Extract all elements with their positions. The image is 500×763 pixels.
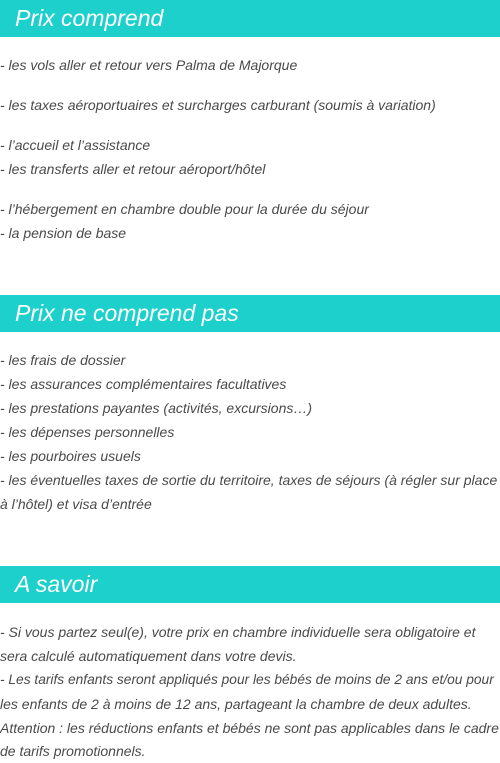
included-item: - l’hébergement en chambre double pour la durée du séjour [0, 201, 369, 217]
excluded-item: - les frais de dossier [0, 352, 126, 368]
excluded-item: - les éventuelles taxes de sortie du territoire, taxes de séjours (à régler sur place [0, 472, 498, 488]
excluded-item: - les pourboires usuels [0, 448, 141, 464]
included-item: - les transferts aller et retour aéroport/hôtel [0, 161, 266, 177]
section-header-prix-comprend: Prix comprend [0, 0, 500, 37]
excluded-item: - les prestations payantes (activités, excursions…) [0, 400, 313, 416]
included-item: - les vols aller et retour vers Palma de Majorque [0, 57, 298, 73]
excluded-item: à l’hôtel) et visa d’entrée [0, 496, 152, 512]
info-line: les enfants de 2 à moins de 12 ans, partageant la chambre de deux adultes. [0, 696, 472, 712]
excluded-item: - les assurances complémentaires facultatives [0, 376, 287, 392]
included-item: - l’accueil et l’assistance [0, 137, 151, 153]
info-line: - Si vous partez seul(e), votre prix en chambre individuelle sera obligatoire et [0, 624, 476, 640]
section-header-a-savoir: A savoir [0, 566, 500, 603]
info-line: de tarifs promotionnels. [0, 743, 146, 759]
info-line: - Les tarifs enfants seront appliqués pour les bébés de moins de 2 ans et/ou pour [0, 672, 494, 687]
included-item: - les taxes aéroportuaires et surcharges carburant (soumis à variation) [0, 97, 436, 113]
info-line: Attention : les réductions enfants et bébés ne sont pas applicables dans le cadre [0, 720, 499, 736]
section-header-prix-ne-comprend-pas: Prix ne comprend pas [0, 295, 500, 332]
included-item: - la pension de base [0, 225, 127, 241]
info-line: sera calculé automatiquement dans votre devis. [0, 648, 297, 664]
excluded-item: - les dépenses personnelles [0, 424, 175, 440]
